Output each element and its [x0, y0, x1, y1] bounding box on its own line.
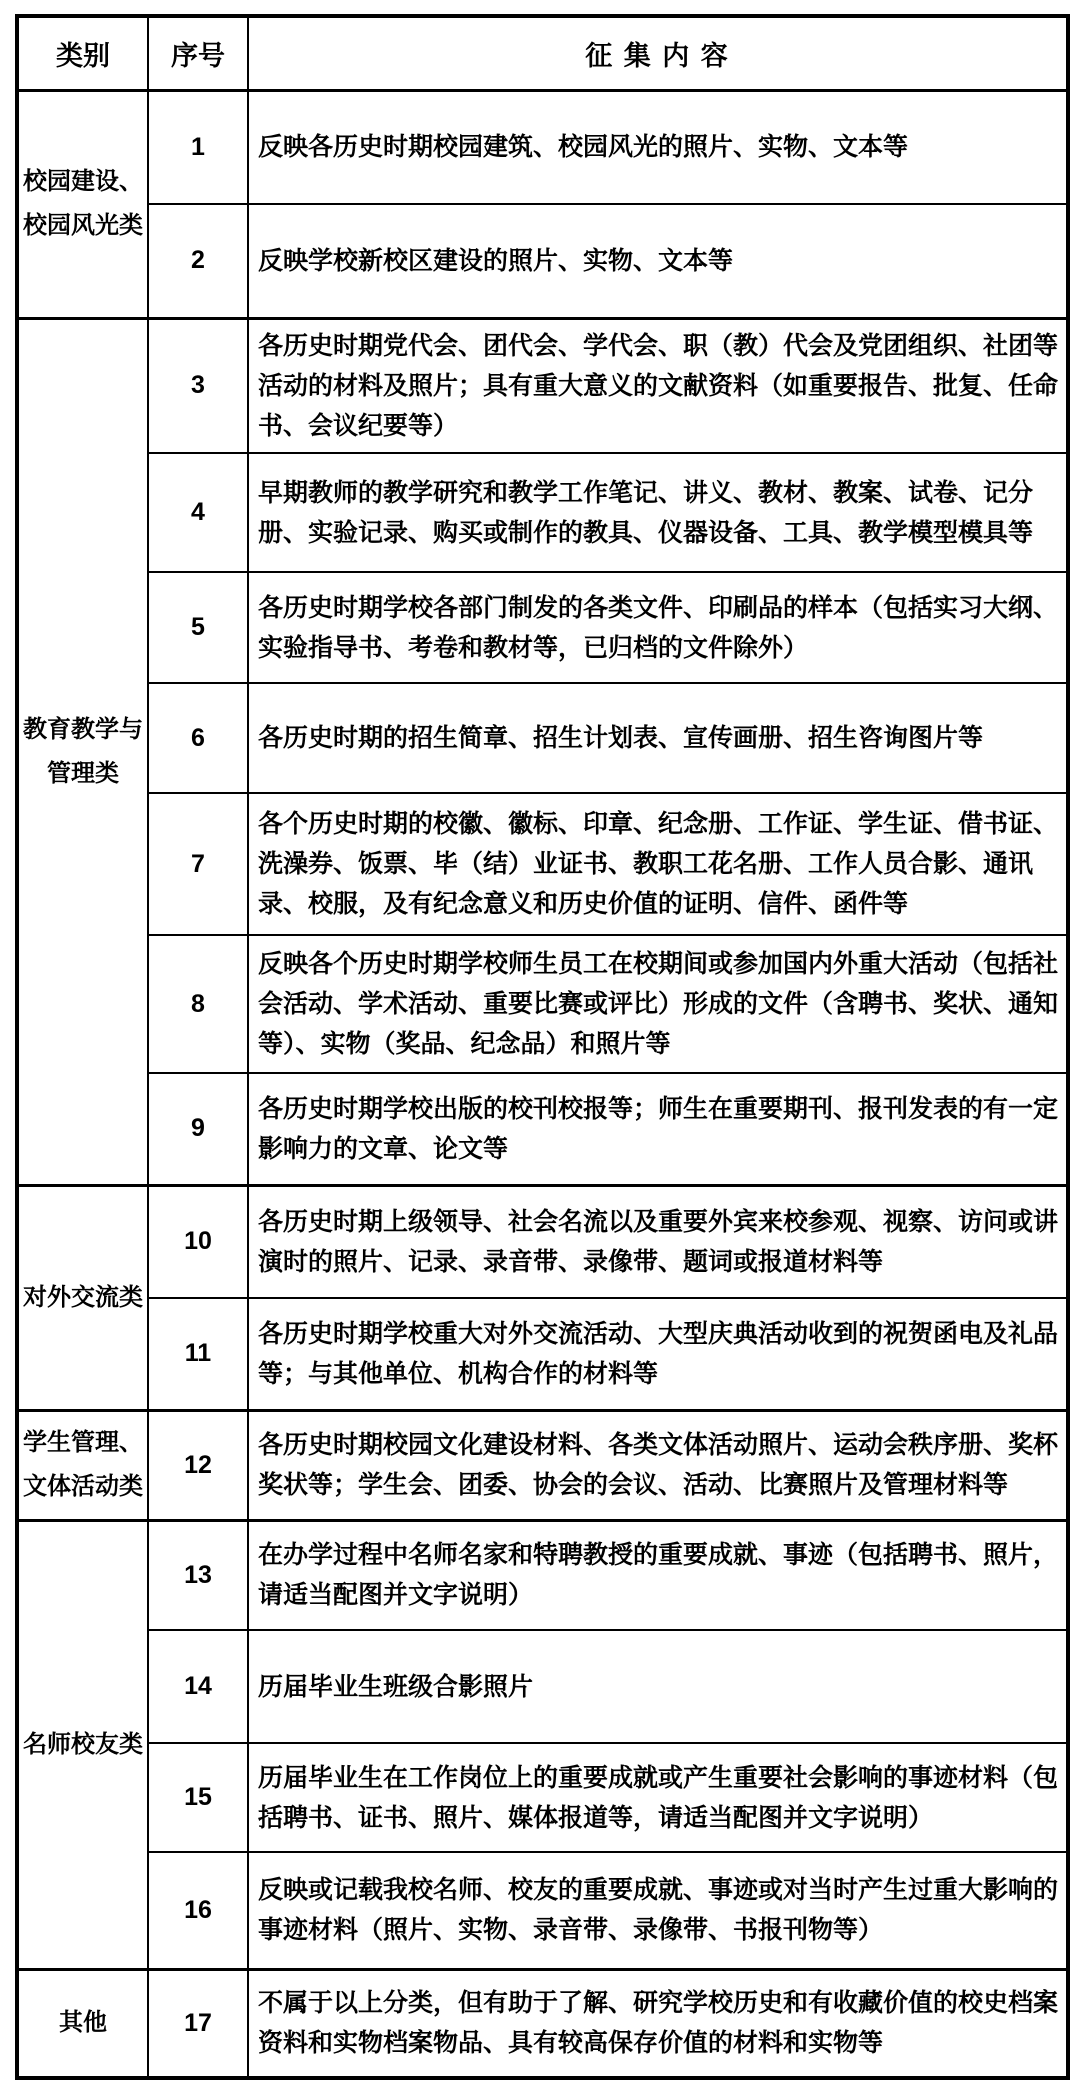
table-row [17, 793, 1068, 935]
table-row [17, 1852, 1068, 1969]
table-row [17, 1630, 1068, 1743]
table-row [17, 1185, 1068, 1298]
content-cell: 各历史时期党代会、团代会、学代会、职（教）代会及党团组织、社团等活动的材料及照片；具有重大意义的文献资料（如重要报告、批复、任命书、会议纪要等） [248, 318, 1068, 453]
row-number-cell: 16 [148, 1852, 248, 1969]
header-number: 序号 [148, 16, 248, 90]
content-cell: 各个历史时期的校徽、徽标、印章、纪念册、工作证、学生证、借书证、洗澡券、饭票、毕（结）业证书、教职工花名册、工作人员合影、通讯录、校服，及有纪念意义和历史价值的证明、信件、函件等 [248, 793, 1068, 935]
content-cell: 历届毕业生在工作岗位上的重要成就或产生重要社会影响的事迹材料（包括聘书、证书、照片、媒体报道等，请适当配图并文字说明） [248, 1743, 1068, 1852]
header-content: 征 集 内 容 [248, 16, 1068, 90]
table-row [17, 1969, 1068, 2078]
table-row [17, 1298, 1068, 1410]
content-cell: 各历史时期校园文化建设材料、各类文体活动照片、运动会秩序册、奖杯奖状等；学生会、团委、协会的会议、活动、比赛照片及管理材料等 [248, 1410, 1068, 1520]
table-row [17, 1743, 1068, 1852]
category-cell: 名师校友类 [17, 1520, 148, 1969]
row-number-cell: 15 [148, 1743, 248, 1852]
category-cell: 校园建设、校园风光类 [17, 90, 148, 318]
row-number-cell: 5 [148, 572, 248, 683]
row-number-cell: 9 [148, 1073, 248, 1185]
content-cell: 各历史时期的招生简章、招生计划表、宣传画册、招生咨询图片等 [248, 683, 1068, 793]
table-row [17, 453, 1068, 572]
row-number-cell: 3 [148, 318, 248, 453]
row-number-cell: 4 [148, 453, 248, 572]
category-cell: 其他 [17, 1969, 148, 2078]
row-number-cell: 17 [148, 1969, 248, 2078]
collection-content-table [15, 14, 1070, 2080]
row-number-cell: 2 [148, 204, 248, 318]
table-row [17, 1520, 1068, 1630]
content-cell: 历届毕业生班级合影照片 [248, 1630, 1068, 1743]
table-row [17, 1410, 1068, 1520]
content-cell: 不属于以上分类，但有助于了解、研究学校历史和有收藏价值的校史档案资料和实物档案物品、具有较高保存价值的材料和实物等 [248, 1969, 1068, 2078]
content-cell: 反映或记载我校名师、校友的重要成就、事迹或对当时产生过重大影响的事迹材料（照片、实物、录音带、录像带、书报刊物等） [248, 1852, 1068, 1969]
content-cell: 各历史时期上级领导、社会名流以及重要外宾来校参观、视察、访问或讲演时的照片、记录、录音带、录像带、题词或报道材料等 [248, 1185, 1068, 1298]
content-cell: 反映各个历史时期学校师生员工在校期间或参加国内外重大活动（包括社会活动、学术活动、重要比赛或评比）形成的文件（含聘书、奖状、通知等）、实物（奖品、纪念品）和照片等 [248, 935, 1068, 1073]
row-number-cell: 10 [148, 1185, 248, 1298]
content-cell: 各历史时期学校重大对外交流活动、大型庆典活动收到的祝贺函电及礼品等；与其他单位、机构合作的材料等 [248, 1298, 1068, 1410]
content-cell: 反映各历史时期校园建筑、校园风光的照片、实物、文本等 [248, 90, 1068, 204]
table-row [17, 318, 1068, 453]
table-row [17, 683, 1068, 793]
table-row [17, 572, 1068, 683]
header-row [17, 16, 1068, 90]
table-row [17, 1073, 1068, 1185]
category-cell: 教育教学与管理类 [17, 318, 148, 1185]
table-row [17, 90, 1068, 204]
header-category: 类别 [17, 16, 148, 90]
row-number-cell: 6 [148, 683, 248, 793]
table-row [17, 935, 1068, 1073]
content-cell: 各历史时期学校出版的校刊校报等；师生在重要期刊、报刊发表的有一定影响力的文章、论文等 [248, 1073, 1068, 1185]
row-number-cell: 14 [148, 1630, 248, 1743]
row-number-cell: 1 [148, 90, 248, 204]
row-number-cell: 11 [148, 1298, 248, 1410]
content-cell: 各历史时期学校各部门制发的各类文件、印刷品的样本（包括实习大纲、实验指导书、考卷和教材等，已归档的文件除外） [248, 572, 1068, 683]
content-cell: 在办学过程中名师名家和特聘教授的重要成就、事迹（包括聘书、照片，请适当配图并文字说明） [248, 1520, 1068, 1630]
row-number-cell: 12 [148, 1410, 248, 1520]
table-body [17, 90, 1068, 2078]
table-header [17, 16, 1068, 90]
row-number-cell: 7 [148, 793, 248, 935]
content-cell: 反映学校新校区建设的照片、实物、文本等 [248, 204, 1068, 318]
row-number-cell: 13 [148, 1520, 248, 1630]
table-row [17, 204, 1068, 318]
content-cell: 早期教师的教学研究和教学工作笔记、讲义、教材、教案、试卷、记分册、实验记录、购买或制作的教具、仪器设备、工具、教学模型模具等 [248, 453, 1068, 572]
category-cell: 学生管理、文体活动类 [17, 1410, 148, 1520]
category-cell: 对外交流类 [17, 1185, 148, 1410]
row-number-cell: 8 [148, 935, 248, 1073]
